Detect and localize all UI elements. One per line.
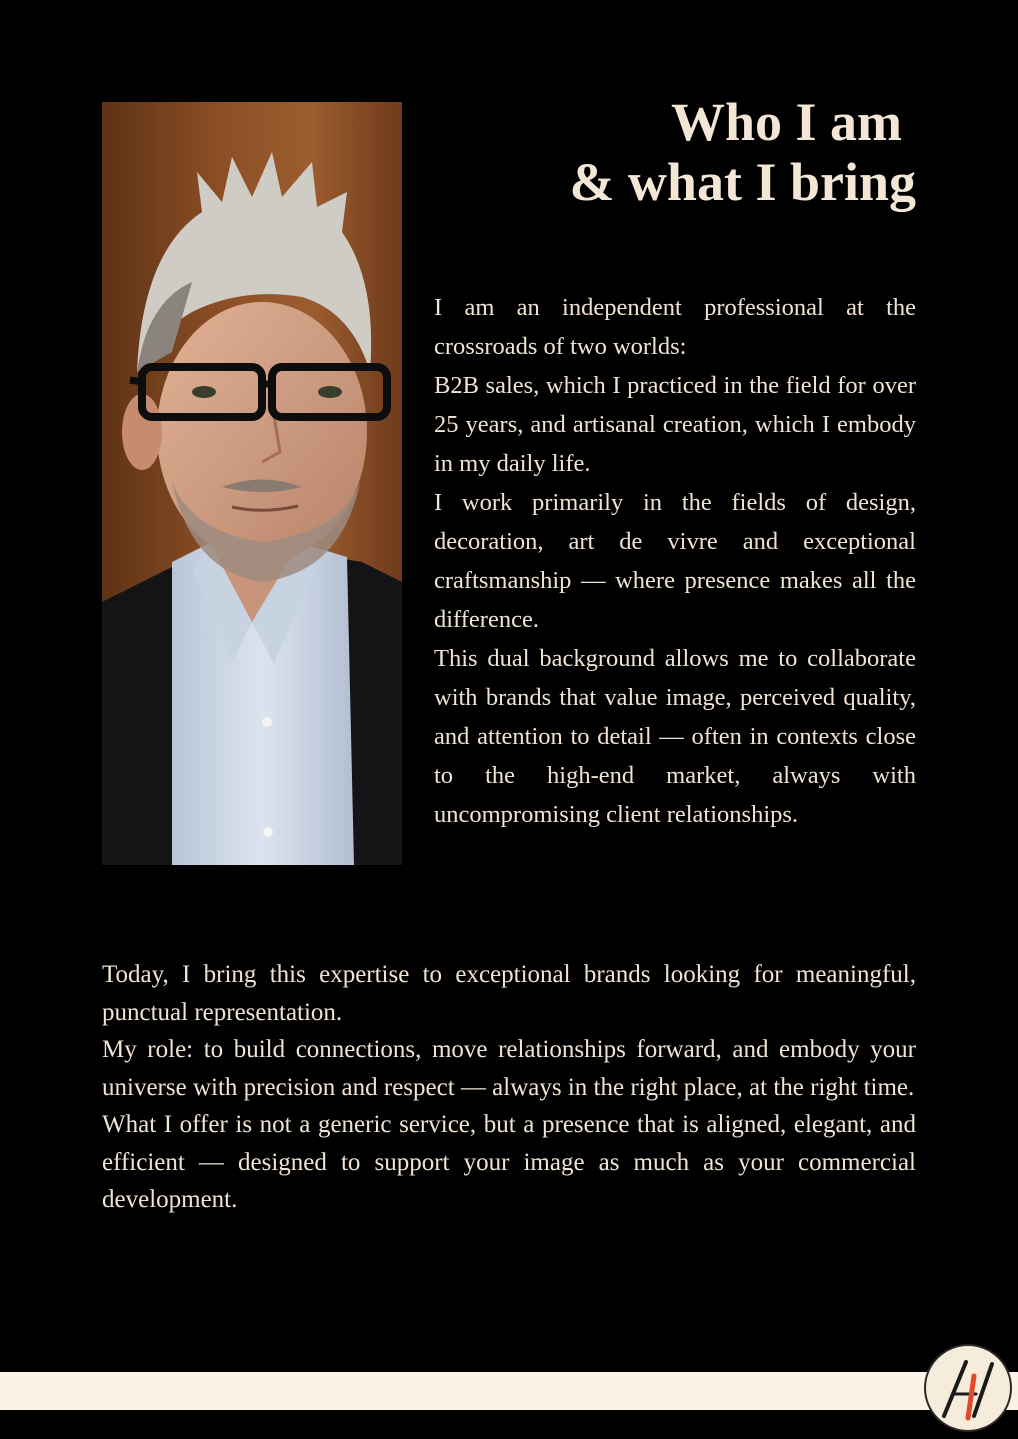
title-line-1: Who I am	[670, 92, 902, 152]
outro-paragraph: Today, I bring this expertise to exceptional brands looking for meaningful, punctual representation.	[102, 961, 916, 1026]
monogram-logo-icon	[924, 1344, 1012, 1432]
portrait-photo	[102, 102, 402, 865]
intro-paragraph: B2B sales, which I practiced in the field for over 25 years, and artisanal creation, which I embody in my daily life.	[434, 372, 916, 477]
outro-text	[102, 956, 916, 1219]
page-title	[436, 92, 916, 212]
intro-paragraph: This dual background allows me to collaborate with brands that value image, perceived quality, and attention to detail — often in contexts close to the high-end market, always with uncompromising client relationships.	[434, 645, 916, 828]
footer-band	[0, 1372, 1018, 1410]
outro-paragraph: What I offer is not a generic service, but a presence that is aligned, elegant, and efficient — designed to support your image as much as your commercial development.	[102, 1111, 916, 1213]
outro-paragraph: My role: to build connections, move relationships forward, and embody your universe with precision and respect — always in the right place, at the right time.	[102, 1036, 916, 1101]
intro-paragraph: I work primarily in the fields of design, decoration, art de vivre and exceptional craftsmanship — where presence makes all the difference.	[434, 489, 916, 633]
intro-text	[434, 288, 916, 834]
title-line-2: & what I bring	[569, 152, 916, 212]
intro-paragraph: I am an independent professional at the crossroads of two worlds:	[434, 294, 916, 360]
